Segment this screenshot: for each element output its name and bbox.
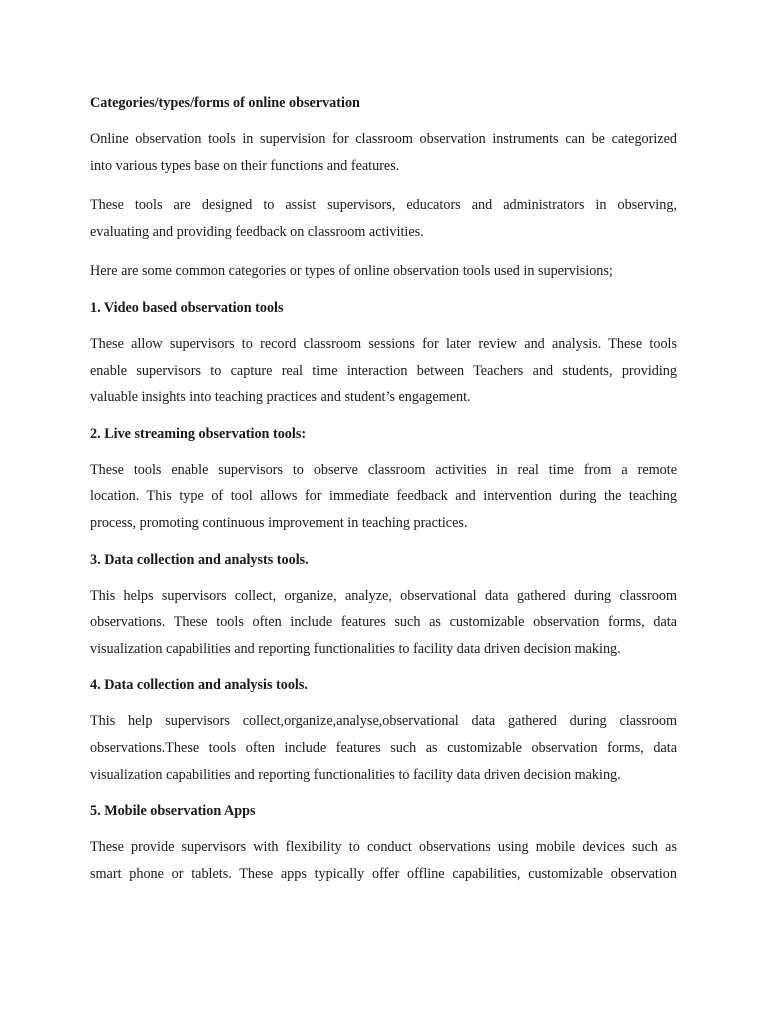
paragraph-line: process, promoting continuous improvement in teaching practices. — [90, 514, 468, 531]
section-paragraph-live-streaming — [90, 457, 677, 537]
paragraph-line: enable supervisors to capture real time interaction between Teachers and students, providing — [90, 362, 677, 379]
paragraph-line: valuable insights into teaching practices and student’s engagement. — [90, 389, 471, 406]
paragraph-line: This helps supervisors collect, organize, analyze, observational data gathered during classroom — [90, 587, 677, 604]
intro-paragraph-3 — [90, 258, 677, 285]
paragraph-line: visualization capabilities and reporting functionalities to facility data driven decision making. — [90, 640, 621, 657]
paragraph-line: observations.These tools often include features such as customizable observation forms, data — [90, 739, 677, 756]
paragraph-line: These provide supervisors with flexibility to conduct observations using mobile devices such as — [90, 839, 677, 856]
section-heading-mobile-apps: 5. Mobile observation Apps — [90, 803, 256, 820]
section-heading-video-based: 1. Video based observation tools — [90, 299, 284, 316]
paragraph-line: Here are some common categories or types of online observation tools used in supervisions; — [90, 263, 613, 280]
section-paragraph-mobile-apps — [90, 834, 677, 887]
intro-paragraph-2 — [90, 192, 677, 245]
paragraph-line: smart phone or tablets. These apps typically offer offline capabilities, customizable observation — [90, 865, 677, 882]
paragraph-line: evaluating and providing feedback on classroom activities. — [90, 223, 424, 240]
paragraph-line: These allow supervisors to record classroom sessions for later review and analysis. These tools — [90, 335, 677, 352]
intro-paragraph-1 — [90, 126, 677, 179]
paragraph-line: Online observation tools in supervision for classroom observation instruments can be categorized — [90, 131, 677, 147]
section-heading-data-collection-analysts: 3. Data collection and analysts tools. — [90, 551, 309, 568]
section-paragraph-data-collection-analysis — [90, 708, 677, 788]
section-paragraph-data-collection-analysts — [90, 583, 677, 663]
paragraph-line: These tools are designed to assist supervisors, educators and administrators in observing, — [90, 197, 677, 214]
document-body — [90, 93, 677, 900]
paragraph-line: observations. These tools often include features such as customizable observation forms, data — [90, 614, 677, 631]
paragraph-line: These tools enable supervisors to observe classroom activities in real time from a remote — [90, 461, 677, 478]
paragraph-line: location. This type of tool allows for immediate feedback and intervention during the teaching — [90, 488, 677, 505]
section-heading-data-collection-analysis: 4. Data collection and analysis tools. — [90, 677, 308, 694]
paragraph-line: into various types base on their functions and features. — [90, 157, 400, 174]
paragraph-line: This help supervisors collect,organize,analyse,observational data gathered during classroom — [90, 713, 677, 730]
section-paragraph-video-based — [90, 331, 677, 411]
section-heading-live-streaming: 2. Live streaming observation tools: — [90, 425, 307, 442]
document-title: Categories/types/forms of online observation — [90, 95, 360, 111]
paragraph-line: visualization capabilities and reporting functionalities to facility data driven decision making. — [90, 766, 621, 783]
